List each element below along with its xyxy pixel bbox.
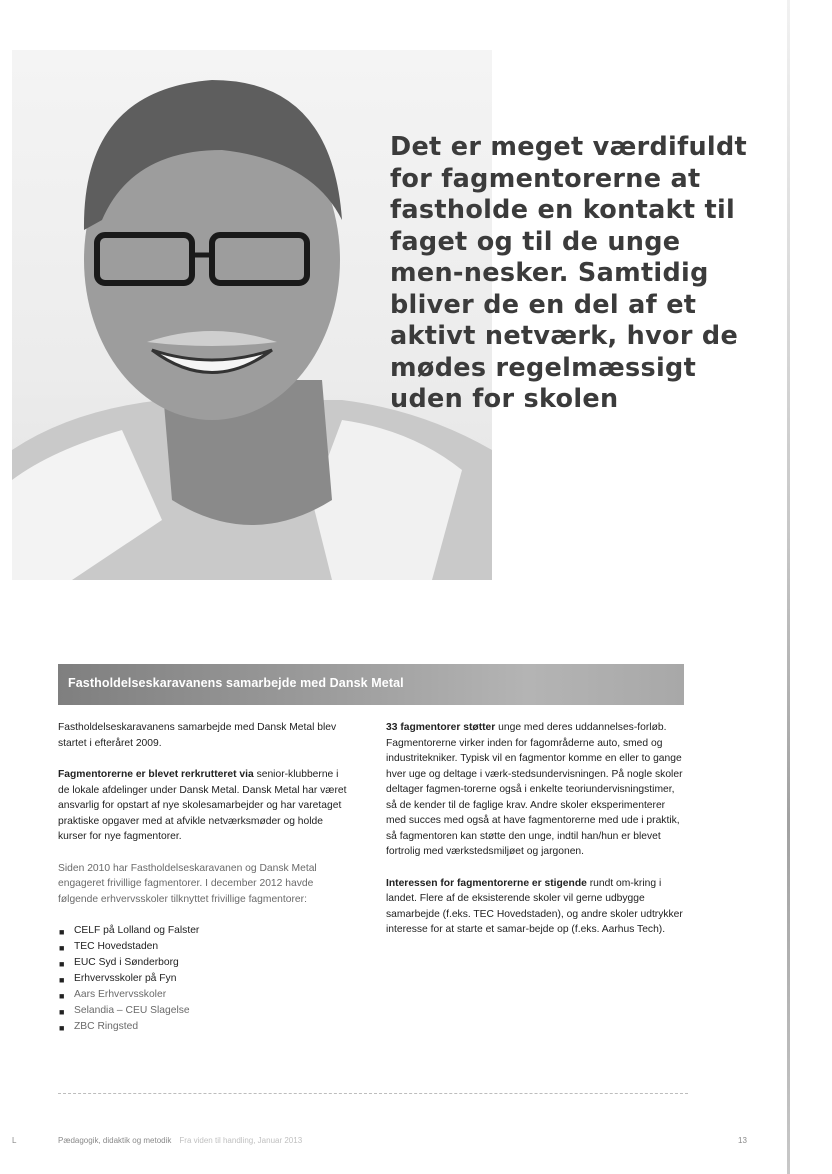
list-item [58, 1003, 348, 1019]
bullet-icon: ■ [59, 959, 65, 969]
page-number: 13 [738, 1136, 747, 1145]
pull-quote: Det er meget værdifuldt for fagmentorerne at fastholde en kontakt til faget og til de unge men-nesker. Samtidig bliver de en del af et aktivt netværk, hvor de mødes regelmæssigt uden for skolen [390, 132, 748, 414]
intro-paragraph: Fastholdelseskaravanens samarbejde med Dansk Metal blev startet i efteråret 2009. [58, 722, 337, 749]
section-title: Fastholdelseskaravanens samarbejde med Dansk Metal [68, 676, 404, 690]
school-name: ZBC Ringsted [74, 1021, 139, 1032]
list-item [58, 987, 348, 1003]
bullet-icon: ■ [59, 975, 65, 985]
school-name: EUC Syd i Sønderborg [74, 957, 179, 968]
school-name: TEC Hovedstaden [74, 941, 159, 952]
school-list [58, 923, 348, 1035]
recruitment-lead: Fagmentorerne er blevet rerkrutteret via [58, 769, 254, 780]
footer-publication: Fra viden til handling, Januar 2013 [179, 1136, 303, 1145]
section-banner [58, 664, 684, 705]
interest-lead: Interessen for fagmentorerne er stigende [386, 877, 587, 889]
school-name: Selandia – CEU Slagelse [74, 1005, 190, 1016]
bullet-icon: ■ [59, 991, 65, 1001]
bullet-icon: ■ [59, 1023, 65, 1033]
recruitment-paragraph [58, 767, 348, 845]
schools-intro-paragraph: Siden 2010 har Fastholdelseskaravanen og Dansk Metal engageret frivillige fagmentorer. I december 2012 havde følgende erhvervsskoler tilknyttet frivillige fagmentorer: [58, 862, 317, 905]
list-item [58, 1019, 348, 1035]
interest-paragraph [386, 876, 686, 938]
list-item [58, 939, 348, 955]
scan-edge [787, 0, 790, 1174]
recruitment-text: senior-klubberne i de lokale afdelinger under Dansk Metal. Dansk Metal har været ansvarlig for opstart af nye skolesamarbejder og har varetaget praktiske opgaver med at afvikle netværksmøder og holde kurser for nye fagmentorer. [58, 769, 347, 842]
right-column [386, 720, 686, 954]
bullet-icon: ■ [59, 943, 65, 953]
list-item [58, 971, 348, 987]
mentors-text: unge med deres uddannelses-forløb. Fagmentorerne virker inden for fagområderne auto, smed og industritekniker. Typisk vil en fagmentor komme en eller to gange hver uge og deltage i værk-stedsundervisningen. På nogle skoler deltager fagmen-torerne også i enkelte teoriundervisningstimer, så de kender til de faglige krav. Andre skoler eksperimenterer med succes med også at have fagmentorerne med ude i praktik, så fagmentoren kan støtte den unge, indtil han/hun er blevet fortrolig med værkstedsmiljøet og jargonen. [386, 722, 683, 857]
school-name: Aars Erhvervsskoler [74, 989, 167, 1000]
footer-section-label: Pædagogik, didaktik og metodik [58, 1136, 172, 1145]
bullet-icon: ■ [59, 927, 65, 937]
school-name: CELF på Lolland og Falster [74, 925, 200, 936]
bullet-icon: ■ [59, 1007, 65, 1017]
footer-divider [58, 1093, 688, 1094]
interest-text: rundt om-kring i landet. Flere af de eksisterende skoler vil gerne udbygge samarbejde (f.eks. TEC Hovedstaden), og andre skoler udtrykker interesse for at starte et samar-bejde op (f.eks. Aarhus Tech). [386, 877, 683, 935]
mentors-paragraph [386, 720, 686, 860]
list-item [58, 955, 348, 971]
list-item [58, 923, 348, 939]
mentors-lead: 33 fagmentorer støtter [386, 722, 496, 733]
footer-mark: L [12, 1136, 17, 1145]
school-name: Erhvervsskoler på Fyn [74, 973, 177, 984]
left-column [58, 720, 348, 1035]
footer-section [58, 1136, 302, 1145]
